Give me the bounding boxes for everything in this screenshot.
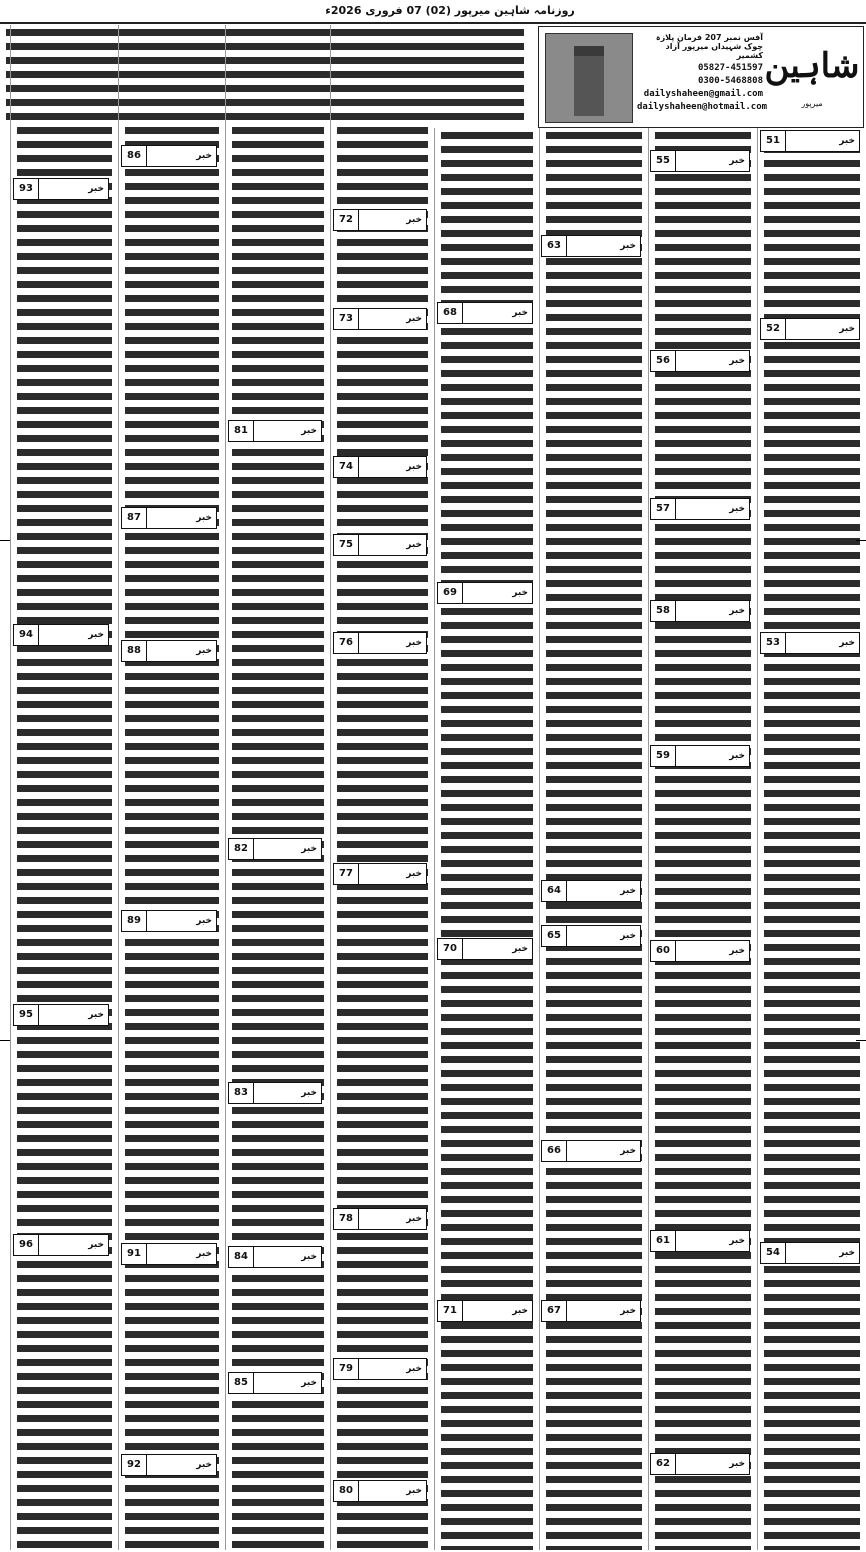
article-text-block <box>337 25 428 1550</box>
section-title: خبر <box>301 1378 317 1388</box>
section-number: 54 <box>761 1243 786 1263</box>
column-7 <box>118 25 225 1550</box>
column-2 <box>648 128 757 1550</box>
section-title: خبر <box>301 844 317 854</box>
section-label-89 <box>121 910 217 932</box>
section-label-78 <box>333 1208 427 1230</box>
section-label-83 <box>228 1082 322 1104</box>
section-label-65 <box>541 925 641 947</box>
section-number: 61 <box>651 1231 676 1251</box>
section-label-87 <box>121 507 217 529</box>
section-number: 80 <box>334 1481 359 1501</box>
section-number: 56 <box>651 351 676 371</box>
margin-mark <box>0 540 10 541</box>
section-label-88 <box>121 640 217 662</box>
section-title: خبر <box>196 646 212 656</box>
section-label-73 <box>333 308 427 330</box>
section-number: 84 <box>229 1247 254 1267</box>
section-label-55 <box>650 150 750 172</box>
section-title: خبر <box>406 869 422 879</box>
section-number: 77 <box>334 864 359 884</box>
phone-number: 05827-451597 <box>697 63 763 73</box>
section-title: خبر <box>729 356 745 366</box>
section-title: خبر <box>620 1146 636 1156</box>
column-3 <box>539 128 648 1550</box>
section-label-74 <box>333 456 427 478</box>
section-label-58 <box>650 600 750 622</box>
section-title: خبر <box>512 944 528 954</box>
email-2: dailyshaheen@hotmail.com <box>637 102 768 112</box>
section-title: خبر <box>88 1010 104 1020</box>
section-label-67 <box>541 1300 641 1322</box>
article-text-block <box>764 128 860 1550</box>
section-number: 79 <box>334 1359 359 1379</box>
section-title: خبر <box>839 1248 855 1258</box>
section-number: 59 <box>651 746 676 766</box>
section-number: 58 <box>651 601 676 621</box>
email-1: dailyshaheen@gmail.com <box>643 89 763 99</box>
section-number: 65 <box>542 926 567 946</box>
section-title: خبر <box>88 630 104 640</box>
section-title: خبر <box>301 1252 317 1262</box>
section-number: 87 <box>122 508 147 528</box>
section-label-93 <box>13 178 109 200</box>
section-title: خبر <box>196 513 212 523</box>
section-number: 82 <box>229 839 254 859</box>
column-5 <box>330 25 434 1550</box>
section-title: خبر <box>88 184 104 194</box>
section-number: 75 <box>334 535 359 555</box>
section-label-75 <box>333 534 427 556</box>
section-label-82 <box>228 838 322 860</box>
section-label-72 <box>333 209 427 231</box>
mobile-number: 0300-5468808 <box>697 76 763 86</box>
section-label-76 <box>333 632 427 654</box>
section-title: خبر <box>729 946 745 956</box>
section-title: خبر <box>512 1306 528 1316</box>
section-number: 91 <box>122 1244 147 1264</box>
logo-subtitle: میرپور <box>801 99 823 108</box>
section-number: 93 <box>14 179 39 199</box>
section-label-64 <box>541 880 641 902</box>
section-number: 88 <box>122 641 147 661</box>
section-title: خبر <box>406 462 422 472</box>
column-4 <box>434 128 539 1550</box>
section-number: 64 <box>542 881 567 901</box>
section-title: خبر <box>729 504 745 514</box>
section-title: خبر <box>729 751 745 761</box>
section-number: 73 <box>334 309 359 329</box>
section-title: خبر <box>88 1240 104 1250</box>
masthead-photo <box>545 33 633 123</box>
section-title: خبر <box>406 1364 422 1374</box>
section-number: 76 <box>334 633 359 653</box>
article-text-block <box>125 25 219 1550</box>
section-title: خبر <box>620 1306 636 1316</box>
page-header: روزنامہ شاہین میرپور (02) 07 فروری 2026ء <box>325 4 575 17</box>
margin-mark <box>856 1040 866 1041</box>
section-label-53 <box>760 632 860 654</box>
section-label-85 <box>228 1372 322 1394</box>
article-text-block <box>232 25 324 1550</box>
section-title: خبر <box>196 916 212 926</box>
section-title: خبر <box>839 136 855 146</box>
section-label-77 <box>333 863 427 885</box>
section-number: 94 <box>14 625 39 645</box>
section-label-57 <box>650 498 750 520</box>
office-label: آفس نمبر 207 فرمان پلازہ چوک شہیداں میرپور آزاد کشمیر <box>655 33 763 60</box>
section-title: خبر <box>406 1214 422 1224</box>
section-label-51 <box>760 130 860 152</box>
section-number: 66 <box>542 1141 567 1161</box>
section-title: خبر <box>512 588 528 598</box>
section-title: خبر <box>620 241 636 251</box>
section-title: خبر <box>406 314 422 324</box>
margin-mark <box>856 540 866 541</box>
section-title: خبر <box>406 215 422 225</box>
section-label-92 <box>121 1454 217 1476</box>
section-number: 83 <box>229 1083 254 1103</box>
section-number: 69 <box>438 583 463 603</box>
section-label-69 <box>437 582 533 604</box>
section-number: 68 <box>438 303 463 323</box>
section-number: 57 <box>651 499 676 519</box>
section-number: 81 <box>229 421 254 441</box>
section-label-54 <box>760 1242 860 1264</box>
section-number: 78 <box>334 1209 359 1229</box>
article-text-block <box>655 128 751 1550</box>
section-title: خبر <box>512 308 528 318</box>
page-header-bar <box>0 0 866 24</box>
section-title: خبر <box>406 1486 422 1496</box>
section-number: 62 <box>651 1454 676 1474</box>
section-number: 72 <box>334 210 359 230</box>
section-label-81 <box>228 420 322 442</box>
section-number: 70 <box>438 939 463 959</box>
section-title: خبر <box>301 1088 317 1098</box>
section-title: خبر <box>406 638 422 648</box>
section-title: خبر <box>301 426 317 436</box>
section-label-63 <box>541 235 641 257</box>
column-1 <box>757 128 866 1550</box>
article-text-block <box>546 128 642 1550</box>
contact-info <box>637 33 768 115</box>
section-number: 92 <box>122 1455 147 1475</box>
section-number: 86 <box>122 146 147 166</box>
section-label-56 <box>650 350 750 372</box>
newspaper-logo: شاہین <box>764 45 860 86</box>
column-8 <box>10 25 118 1550</box>
section-number: 52 <box>761 319 786 339</box>
section-title: خبر <box>196 151 212 161</box>
section-title: خبر <box>196 1460 212 1470</box>
section-label-68 <box>437 302 533 324</box>
section-number: 71 <box>438 1301 463 1321</box>
section-number: 95 <box>14 1005 39 1025</box>
section-label-70 <box>437 938 533 960</box>
section-number: 51 <box>761 131 786 151</box>
section-label-71 <box>437 1300 533 1322</box>
section-number: 85 <box>229 1373 254 1393</box>
section-label-66 <box>541 1140 641 1162</box>
section-label-96 <box>13 1234 109 1256</box>
section-label-60 <box>650 940 750 962</box>
section-label-80 <box>333 1480 427 1502</box>
section-label-61 <box>650 1230 750 1252</box>
section-title: خبر <box>729 1459 745 1469</box>
section-number: 67 <box>542 1301 567 1321</box>
margin-mark <box>0 1040 10 1041</box>
masthead <box>538 26 864 128</box>
section-label-91 <box>121 1243 217 1265</box>
section-title: خبر <box>729 606 745 616</box>
section-number: 60 <box>651 941 676 961</box>
column-6 <box>225 25 330 1550</box>
section-number: 74 <box>334 457 359 477</box>
section-number: 96 <box>14 1235 39 1255</box>
section-number: 55 <box>651 151 676 171</box>
section-label-62 <box>650 1453 750 1475</box>
section-label-95 <box>13 1004 109 1026</box>
section-title: خبر <box>620 886 636 896</box>
section-title: خبر <box>729 1236 745 1246</box>
article-text-block <box>441 128 533 1550</box>
section-label-59 <box>650 745 750 767</box>
section-label-94 <box>13 624 109 646</box>
section-title: خبر <box>839 324 855 334</box>
section-number: 89 <box>122 911 147 931</box>
article-text-block <box>17 25 112 1550</box>
section-title: خبر <box>406 540 422 550</box>
section-label-84 <box>228 1246 322 1268</box>
section-label-79 <box>333 1358 427 1380</box>
section-title: خبر <box>839 638 855 648</box>
section-title: خبر <box>620 931 636 941</box>
section-number: 53 <box>761 633 786 653</box>
section-label-86 <box>121 145 217 167</box>
section-label-52 <box>760 318 860 340</box>
section-title: خبر <box>729 156 745 166</box>
section-number: 63 <box>542 236 567 256</box>
section-title: خبر <box>196 1249 212 1259</box>
